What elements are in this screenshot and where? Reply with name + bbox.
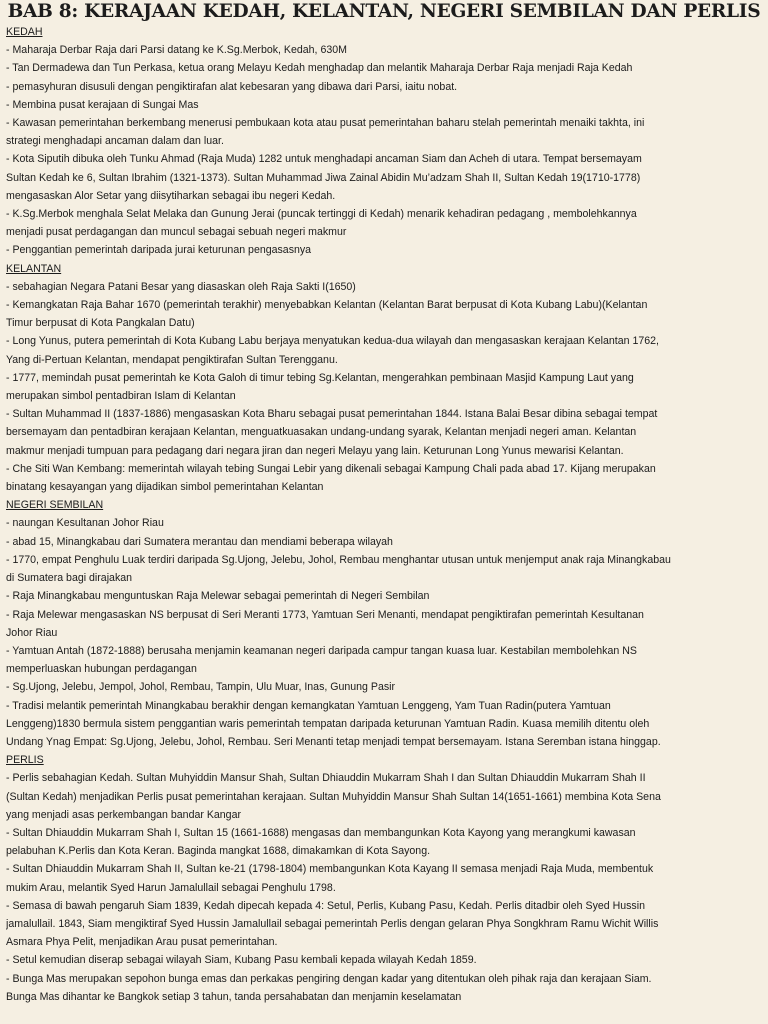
- text-line: - naungan Kesultanan Johor Riau: [6, 517, 164, 530]
- text-line: - Yamtuan Antah (1872-1888) berusaha menjamin keamanan negeri daripada campur tangan kuasa luar. Kestabilan membolehkan NS: [6, 644, 637, 657]
- section-negeri-sembilan: [6, 496, 762, 751]
- text-line: - Bunga Mas merupakan sepohon bunga emas dan perkakas pengiring dengan kadar yang ditentukan oleh pihak raja dan kerajaan Siam.: [6, 972, 652, 985]
- text-line: - Setul kemudian diserap sebagai wilayah Siam, Kubang Pasu kembali kepada wilayah Kedah 1859.: [6, 954, 477, 967]
- text-line: Bunga Mas dihantar ke Bangkok setiap 3 tahun, tanda persahabatan dan menjamin keselamatan: [6, 990, 462, 1003]
- text-line: - Kawasan pemerintahan berkembang menerusi pembukaan kota atau pusat pemerintahan baharu stelah pemerintah menaiki takhta, ini: [6, 117, 645, 130]
- text-line: - Sg.Ujong, Jelebu, Jempol, Johol, Rembau, Tampin, Ulu Muar, Inas, Gunung Pasir: [6, 681, 396, 694]
- text-line: - Semasa di bawah pengaruh Siam 1839, Kedah dipecah kepada 4: Setul, Perlis, Kubang Pasu, Kedah. Perlis ditadbir oleh Syed Hussin: [6, 899, 645, 912]
- text-line: jamalullail. 1843, Siam mengiktiraf Syed Hussin Jamalullail sebagai pemerintah Perlis dengan gelaran Phya Songkhram Ramu Wichit Willis: [6, 917, 659, 930]
- section-kelantan: [6, 260, 762, 497]
- text-line: Yang di-Pertuan Kelantan, mendapat pengiktirafan Sultan Terengganu.: [6, 353, 338, 366]
- text-line: Johor Riau: [6, 626, 58, 639]
- text-line: makmur menjadi tumpuan para pedagang dari negara jiran dan negeri Melayu yang lain. Keturunan Long Yunus mewarisi Kelantan.: [6, 444, 624, 457]
- text-line: Lenggeng)1830 bermula sistem penggantian waris pemerintah tempatan daripada keturunan Yamtuan Radin. Kuasa memilih ditentu oleh: [6, 717, 650, 730]
- text-line: - Kota Siputih dibuka oleh Tunku Ahmad (Raja Muda) 1282 untuk menghadapi ancaman Siam dan Acheh di utara. Tempat bersemayam: [6, 153, 642, 166]
- section-heading: KELANTAN: [6, 262, 62, 275]
- text-line: yang menjadi asas perkembangan bandar Kangar: [6, 808, 241, 821]
- text-line: Asmara Phya Pelit, menjadikan Arau pusat pemerintahan.: [6, 936, 278, 949]
- text-line: - Raja Melewar mengasaskan NS berpusat di Seri Meranti 1773, Yamtuan Seri Menanti, mendapat pengiktirafan pemerintah Kesultanan: [6, 608, 644, 621]
- text-line: - Maharaja Derbar Raja dari Parsi datang ke K.Sg.Merbok, Kedah, 630M: [6, 44, 347, 57]
- text-line: pelabuhan K.Perlis dan Kota Keran. Baginda mangkat 1688, dimakamkan di Kota Sayong.: [6, 845, 431, 858]
- text-line: - pemasyhuran disusuli dengan pengiktirafan alat kebesaran yang dibawa dari Parsi, iaitu nobat.: [6, 80, 458, 93]
- text-line: - Sultan Dhiauddin Mukarram Shah I, Sultan 15 (1661-1688) mengasas dan membangunkan Kota Kayong yang merangkumi kawasan: [6, 826, 636, 839]
- text-line: Sultan Kedah ke 6, Sultan Ibrahim (1321-1373). Sultan Muhammad Jiwa Zainal Abidin Mu’adzam Shah II, Sultan Kedah 19(1710-1778): [6, 171, 641, 184]
- text-line: - Raja Minangkabau menguntuskan Raja Melewar sebagai pemerintah di Negeri Sembilan: [6, 590, 430, 603]
- text-line: menjadi pusat perdagangan dan muncul sebagai sebuah negeri makmur: [6, 226, 347, 239]
- text-line: memperluaskan hubungan perdagangan: [6, 663, 197, 676]
- text-line: - 1770, empat Penghulu Luak terdiri daripada Sg.Ujong, Jelebu, Johol, Rembau menghantar utusan untuk menjemput anak raja Minangkabau: [6, 553, 671, 566]
- text-line: - Long Yunus, putera pemerintah di Kota Kubang Labu berjaya menyatukan kedua-dua wilayah dan mengasaskan kerajaan Kelantan 1762,: [6, 335, 659, 348]
- text-line: (Sultan Kedah) menjadikan Perlis pusat pemerintahan kerajaan. Sultan Muhyiddin Mansur Shah Sultan 14(1651-1661) membina Kota Sena: [6, 790, 661, 803]
- section-perlis: [6, 751, 762, 1006]
- text-line: - Sultan Muhammad II (1837-1886) mengasaskan Kota Bharu sebagai pusat pemerintahan 1844. Istana Balai Besar dibina sebagai tempat: [6, 408, 658, 421]
- text-line: di Sumatera bagi dirajakan: [6, 572, 133, 585]
- text-line: Timur berpusat di Kota Pangkalan Datu): [6, 317, 195, 330]
- section-heading: NEGERI SEMBILAN: [6, 499, 104, 512]
- text-line: - Che Siti Wan Kembang: memerintah wilayah tebing Sungai Lebir yang dikenali sebagai Kampung Chali pada abad 17. Kijang merupakan: [6, 462, 656, 475]
- page-title: BAB 8: KERAJAAN KEDAH, KELANTAN, NEGERI SEMBILAN DAN PERLIS: [7, 1, 761, 22]
- text-line: mukim Arau, melantik Syed Harun Jamalullail sebagai Penghulu 1798.: [6, 881, 336, 894]
- text-line: - Tan Dermadewa dan Tun Perkasa, ketua orang Melayu Kedah menghadap dan melantik Maharaja Derbar Raja menjadi Raja Kedah: [6, 62, 633, 75]
- text-line: - Sultan Dhiauddin Mukarram Shah II, Sultan ke-21 (1798-1804) membangunkan Kota Kayang II semasa menjadi Raja Muda, membentuk: [6, 863, 654, 876]
- text-line: - Tradisi melantik pemerintah Minangkabau berakhir dengan kemangkatan Yamtuan Lenggeng, Yam Tuan Radin(putera Yamtuan: [6, 699, 611, 712]
- text-line: Undang Ynag Empat: Sg.Ujong, Jelebu, Johol, Rembau. Seri Menanti tetap menjadi tempat bersemayam. Istana Seremban istana hinggap.: [6, 735, 661, 748]
- text-line: - K.Sg.Merbok menghala Selat Melaka dan Gunung Jerai (puncak tertinggi di Kedah) menarik kehadiran pedagang , membolehkannya: [6, 208, 637, 221]
- section-heading: KEDAH: [6, 26, 43, 38]
- text-line: - abad 15, Minangkabau dari Sumatera merantau dan mendiami beberapa wilayah: [6, 535, 393, 548]
- document-body: [6, 23, 762, 1006]
- text-line: mengasaskan Alor Setar yang diisytiharkan sebagai ibu negeri Kedah.: [6, 189, 336, 202]
- text-line: - Penggantian pemerintah daripada jurai keturunan pengasasnya: [6, 244, 312, 257]
- section-heading: PERLIS: [6, 754, 44, 767]
- text-line: - Kemangkatan Raja Bahar 1670 (pemerintah terakhir) menyebabkan Kelantan (Kelantan Barat berpusat di Kota Kubang Labu)(Kelantan: [6, 299, 648, 312]
- text-line: - Membina pusat kerajaan di Sungai Mas: [6, 98, 199, 111]
- text-line: - 1777, memindah pusat pemerintah ke Kota Galoh di timur tebing Sg.Kelantan, mengerahkan pembinaan Masjid Kampung Laut yang: [6, 371, 634, 384]
- text-line: strategi menghadapi ancaman dalam dan luar.: [6, 135, 224, 148]
- text-line: merupakan simbol pentadbiran Islam di Kelantan: [6, 390, 236, 403]
- section-kedah: [6, 23, 762, 260]
- text-line: - sebahagian Negara Patani Besar yang diasaskan oleh Raja Sakti I(1650): [6, 280, 356, 293]
- text-line: - Perlis sebahagian Kedah. Sultan Muhyiddin Mansur Shah, Sultan Dhiauddin Mukarram Shah I dan Sultan Dhiauddin Mukarram Shah II: [6, 772, 646, 785]
- text-line: bersemayam dan pentadbiran kerajaan Kelantan, menguatkuasakan undang-undang syarak, Kelantan menjadi negeri aman. Kelantan: [6, 426, 637, 439]
- text-line: binatang kesayangan yang dijadikan simbol pemerintahan Kelantan: [6, 481, 324, 494]
